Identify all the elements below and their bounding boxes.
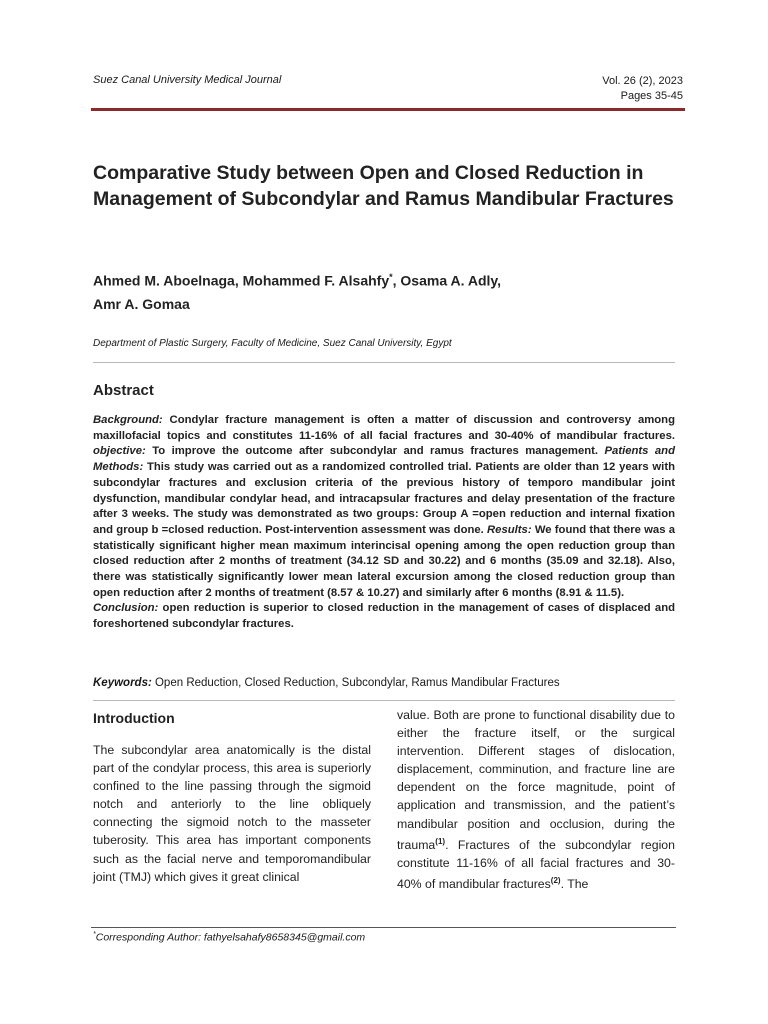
corresponding-author-footnote [93, 931, 365, 944]
intro-right-text-1: value. Both are prone to functional disability due to either the fracture itself, or the surgical intervention. Different stages of dislocation, displacement, comminution, and fracture line are dependent on the force magnitude, point of application and transmission, and the patient’s mandibular position and occlusion, during the trauma [397, 708, 675, 852]
author-list [93, 266, 693, 316]
methods-label: Patients and Methods: [93, 445, 675, 474]
keywords-text: Open Reduction, Closed Reduction, Subcondylar, Ramus Mandibular Fractures [151, 677, 560, 689]
footnote-mark: * [93, 931, 96, 938]
authors-line1-b: , Osama A. Adly, [392, 272, 502, 289]
authors-line1-a: Ahmed M. Aboelnaga, Mohammed F. Alsahfy [93, 272, 390, 289]
conclusion-label: Conclusion: [93, 602, 159, 615]
background-label: Background: [93, 414, 163, 426]
objective-label: objective: [93, 445, 146, 458]
introduction-right-column [397, 706, 675, 893]
introduction-heading: Introduction [93, 710, 175, 726]
abstract-body [93, 413, 675, 633]
intro-right-text-3: . The [560, 877, 589, 892]
reference-2: (2) [550, 875, 561, 885]
keywords-rule [93, 700, 675, 701]
abstract-heading: Abstract [93, 382, 154, 399]
methods-text: This study was carried out as a randomized controlled trial. Patients are older than 12 years with subcondylar fractures and exclusion criteria of the previous history of temporo mandibular joint dysfunction, mandibular condylar head, and intracapsular fractures and delay presentation of the fracture after 3 weeks. The study was demonstrated as two groups: Group A =open reduction and internal fixation and group b =closed reduction. Post-intervention assessment was done. [93, 461, 675, 536]
corresponding-mark: * [389, 272, 393, 282]
conclusion-text: open reduction is superior to closed reduction in the management of cases of displaced and foreshortened subcondylar fractures. [93, 602, 675, 631]
journal-volume: Vol. 26 (2), 2023 [602, 75, 683, 87]
results-text: We found that there was a statistically significant higher mean maximum interincisal opening among the open reduction group than closed reduction after 2 months of treatment (34.12 SD and 30.22) and 6 months (35.09 and 32.18). Also, there was statistically significantly lower mean lateral excursion among the closed reduction group than open reduction after 2 months of treatment (8.57 & 10.27) and similarly after 6 months (8.91 & 11.5). [93, 523, 675, 599]
journal-pages: Pages 35-45 [620, 90, 683, 102]
journal-name: Suez Canal University Medical Journal [93, 74, 282, 86]
background-text: Condylar fracture management is often a matter of discussion and controversy among maxillofacial topics and constitutes 11-16% of all facial fractures and 30-40% of mandibular fractures. [93, 414, 675, 442]
keywords-label: Keywords: [93, 677, 152, 689]
reference-1: (1) [435, 836, 446, 846]
affiliation: Department of Plastic Surgery, Faculty of Medicine, Suez Canal University, Egypt [93, 338, 452, 349]
article-title: Comparative Study between Open and Closed Reduction in Management of Subcondylar and Ramus Mandibular Fractures [93, 162, 674, 210]
results-label: Results: [487, 523, 532, 536]
keywords [93, 677, 675, 689]
header-rule [91, 108, 685, 111]
authors-line2: Amr A. Gomaa [93, 295, 190, 312]
objective-text: To improve the outcome after subcondylar and ramus fractures management. [145, 445, 605, 458]
footnote-text: Corresponding Author: fathyelsahafy8658345@gmail.com [95, 931, 366, 944]
introduction-left-column: The subcondylar area anatomically is the distal part of the condylar process, this area is superiorly confined to the line passing through the sigmoid notch and anteriorly to the line obliquely connecting the sigmoid notch to the masseter tuberosity. This area has important components such as the facial nerve and temporomandibular joint (TMJ) which gives it great clinical [93, 743, 371, 884]
intro-right-text-2: . Fractures of the subcondylar region constitute 11-16% of all facial fractures and 30-40% of mandibular fractures [397, 837, 675, 892]
footnote-rule [91, 927, 676, 928]
journal-volume-pages [602, 74, 683, 104]
affiliation-rule [93, 362, 675, 363]
